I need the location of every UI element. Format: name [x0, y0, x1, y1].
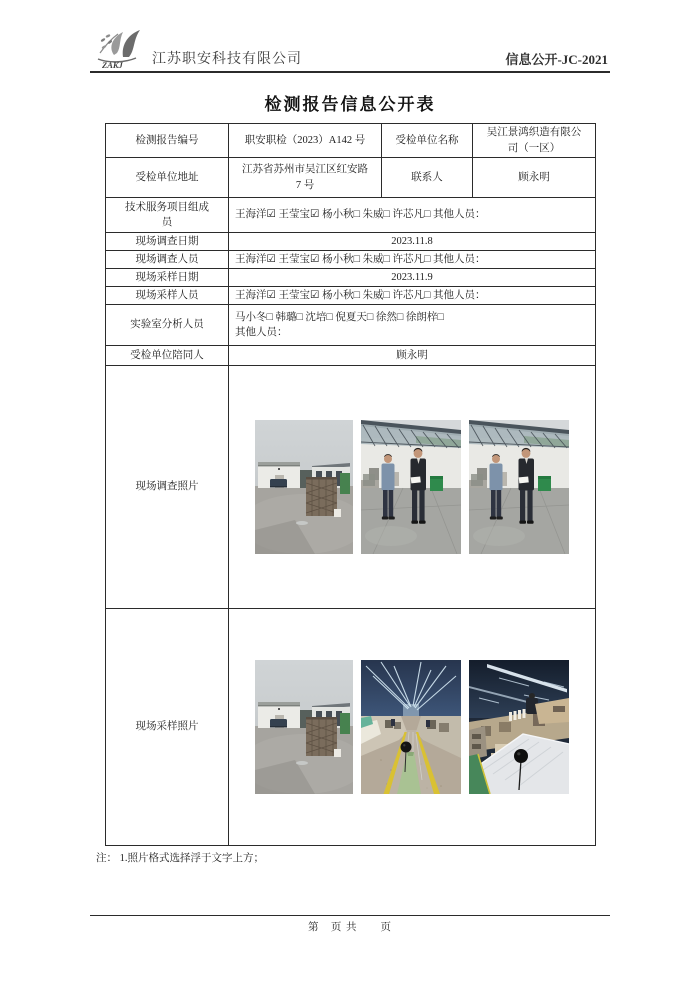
address-line2: 7 号	[295, 179, 315, 191]
survey-photos-cell	[229, 366, 596, 609]
survey-date-label: 现场调查日期	[106, 233, 229, 251]
page-header	[90, 28, 610, 73]
footer-divider	[90, 915, 610, 916]
contact-label: 联系人	[382, 158, 473, 198]
address-line1: 江苏省苏州市吴江区红安路	[242, 164, 368, 176]
team-value: 王海洋☑ 王莹宝☑ 杨小秋□ 朱威□ 许芯凡□ 其他人员：	[229, 198, 596, 233]
disclosure-form-table	[105, 123, 596, 846]
company-name: 江苏职安科技有限公司	[152, 52, 302, 67]
table-row	[106, 366, 596, 609]
sampling-photos-cell	[229, 609, 596, 846]
lab-staff-value	[229, 305, 596, 346]
team-label-line1: 技术服务项目组成	[125, 201, 209, 213]
team-label	[106, 198, 229, 233]
sampling-staff-value: 王海洋☑ 王莹宝☑ 杨小秋□ 朱威□ 许芯凡□ 其他人员：	[229, 287, 596, 305]
sampling-photo-1	[255, 660, 353, 794]
table-row	[106, 198, 596, 233]
lab-staff-line1: 马小冬□ 韩璐□ 沈培□ 倪夏天□ 徐然□ 徐朗梓□	[235, 311, 444, 323]
unit-name-value	[473, 124, 596, 158]
table-row	[106, 233, 596, 251]
report-no-label: 检测报告编号	[106, 124, 229, 158]
table-row	[106, 124, 596, 158]
address-value	[229, 158, 382, 198]
sampling-photos-label: 现场采样照片	[106, 609, 229, 846]
table-row	[106, 158, 596, 198]
report-no-value: 职安职检（2023）A142 号	[229, 124, 382, 158]
survey-staff-label: 现场调查人员	[106, 251, 229, 269]
survey-photo-strip	[235, 420, 589, 554]
footnote: 注： 1.照片格式选择浮于文字上方；	[96, 853, 264, 864]
survey-photo-1	[255, 420, 353, 554]
survey-photo-3	[469, 420, 569, 554]
table-row	[106, 269, 596, 287]
sampling-photo-3	[469, 660, 569, 794]
sampling-date-value: 2023.11.9	[229, 269, 596, 287]
contact-value: 顾永明	[473, 158, 596, 198]
sampling-photo-strip	[235, 660, 589, 794]
unit-name-label: 受检单位名称	[382, 124, 473, 158]
lab-staff-line2: 其他人员：	[235, 327, 288, 338]
escort-value: 顾永明	[229, 346, 596, 366]
escort-label: 受检单位陪同人	[106, 346, 229, 366]
table-row	[106, 346, 596, 366]
table-row	[106, 609, 596, 846]
footer-page-number: 第 页 共 页	[307, 922, 393, 933]
team-label-line2: 员	[161, 217, 173, 228]
lab-staff-label: 实验室分析人员	[106, 305, 229, 346]
unit-name-line1: 吴江景鸿织造有限公	[486, 127, 582, 139]
sampling-staff-label: 现场采样人员	[106, 287, 229, 305]
doc-code: 信息公开-JC-2021	[505, 52, 608, 67]
logo-text: ZAKJ	[102, 60, 123, 70]
table-row	[106, 251, 596, 269]
unit-name-line2: 司（一区）	[507, 142, 561, 154]
survey-photo-2	[361, 420, 461, 554]
company-logo-icon	[94, 28, 148, 70]
sampling-photo-2	[361, 660, 461, 794]
table-row	[106, 287, 596, 305]
sampling-date-label: 现场采样日期	[106, 269, 229, 287]
survey-photos-label: 现场调查照片	[106, 366, 229, 609]
table-row	[106, 305, 596, 346]
survey-staff-value: 王海洋☑ 王莹宝☑ 杨小秋□ 朱威□ 许芯凡□ 其他人员：	[229, 251, 596, 269]
address-label: 受检单位地址	[106, 158, 229, 198]
survey-date-value: 2023.11.8	[229, 233, 596, 251]
page-title: 检测报告信息公开表	[264, 95, 436, 114]
